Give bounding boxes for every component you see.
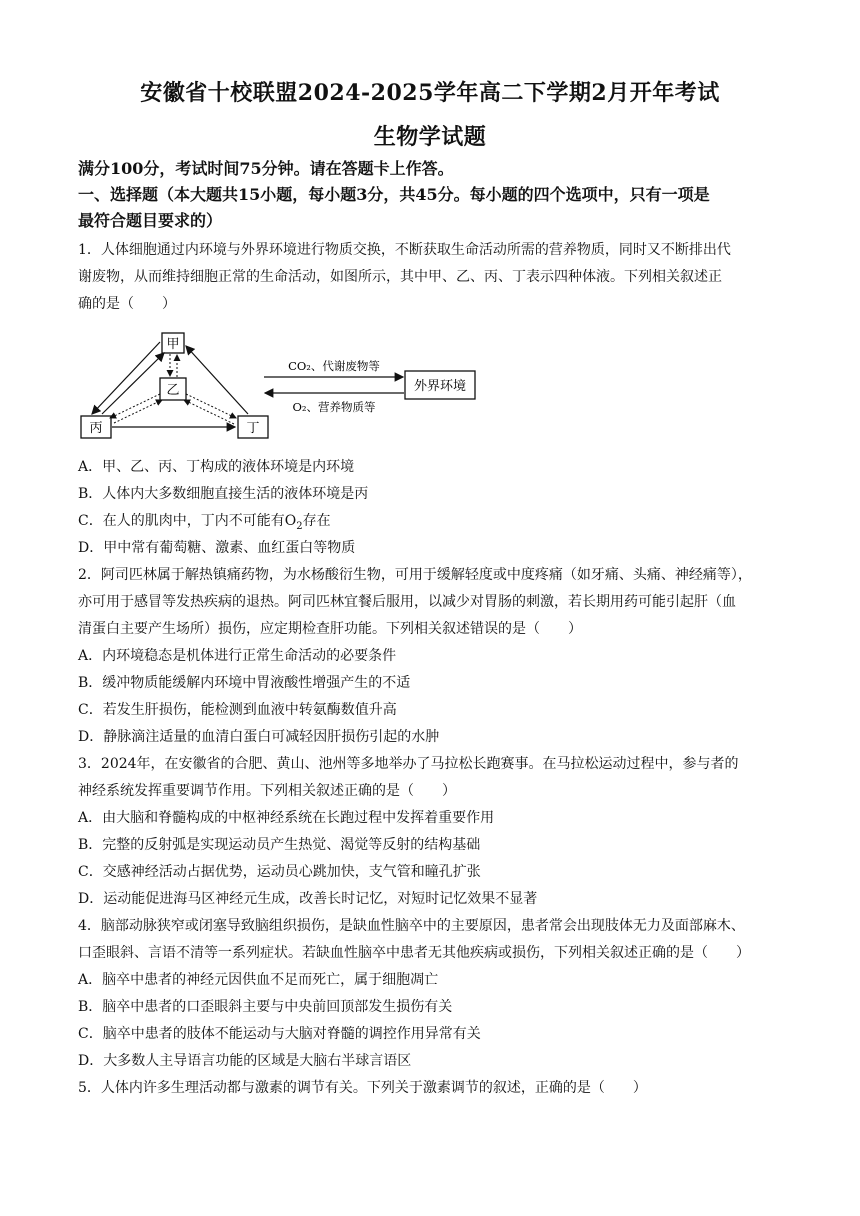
q1-option-d: D．甲中常有葡萄糖、激素、血红蛋白等物质 <box>78 540 356 556</box>
label-bing: 丙 <box>89 421 103 436</box>
q1-option-b: B．人体内大多数细胞直接生活的液体环境是丙 <box>78 486 369 502</box>
label-external: 外界环境 <box>413 379 467 394</box>
q3-option-b: B．完整的反射弧是实现运动员产生热觉、渴觉等反射的结构基础 <box>78 837 481 853</box>
section-heading-line1: 一、选择题（本大题共15小题，每小题3分，共45分。每小题的四个选项中，只有一项是 <box>78 185 710 204</box>
q3-option-c: C．交感神经活动占据优势，运动员心跳加快，支气管和瞳孔扩张 <box>78 864 481 880</box>
q1-option-a: A．甲、乙、丙、丁构成的液体环境是内环境 <box>78 459 355 475</box>
label-jia: 甲 <box>166 337 180 352</box>
q1-stem-line3: 确的是（ ） <box>78 296 176 312</box>
q1-stem-line1: 1．人体细胞通过内环境与外界环境进行物质交换，不断获取生命活动所需的营养物质，同时又不断排出代 <box>78 242 731 258</box>
exam-instructions: 满分100分，考试时间75分钟。请在答题卡上作答。 <box>78 159 454 178</box>
q2-option-d: D．静脉滴注适量的血清白蛋白可减轻因肝损伤引起的水肿 <box>78 729 440 745</box>
q4-option-d: D．大多数人主导语言功能的区域是大脑右半球言语区 <box>78 1053 412 1069</box>
q4-option-a: A．脑卒中患者的神经元因供血不足而死亡，属于细胞凋亡 <box>78 972 439 988</box>
q3-stem-line2: 神经系统发挥重要调节作用。下列相关叙述正确的是（ ） <box>78 783 456 799</box>
label-o2-nutrients: O₂、营养物质等 <box>292 400 376 414</box>
q4-stem-line1: 4．脑部动脉狭窄或闭塞导致脑组织损伤，是缺血性脑卒中的主要原因，患者常会出现肢体无力及面部麻木、 <box>78 918 745 934</box>
q2-stem-line1: 2．阿司匹林属于解热镇痛药物，为水杨酸衍生物，可用于缓解轻度或中度疼痛（如牙痛、头痛、神经痛等）， <box>78 567 752 583</box>
q2-stem-line3: 清蛋白主要产生场所）损伤，应定期检查肝功能。下列相关叙述错误的是（ ） <box>78 621 582 637</box>
section-heading-line2: 最符合题目要求的） <box>78 211 223 230</box>
q4-option-c: C．脑卒中患者的肢体不能运动与大脑对脊髓的调控作用异常有关 <box>78 1026 481 1042</box>
q4-option-b: B．脑卒中患者的口歪眼斜主要与中央前回顶部发生损伤有关 <box>78 999 453 1015</box>
q1-option-c: C．在人的肌肉中，丁内不可能有$O_2$存在 <box>78 513 331 532</box>
q5-stem-line1: 5．人体内许多生理活动都与激素的调节有关。下列关于激素调节的叙述，正确的是（ ） <box>78 1080 647 1096</box>
exam-subject: 生物学试题 <box>373 124 487 150</box>
q3-stem-line1: 3．2024年，在安徽省的合肥、黄山、池州等多地举办了马拉松长跑赛事。在马拉松运动过程中，参与者的 <box>78 756 739 772</box>
q1-stem-line2: 谢废物，从而维持细胞正常的生命活动，如图所示，其中甲、乙、丙、丁表示四种体液。下列相关叙述正 <box>78 269 722 285</box>
label-ding: 丁 <box>246 421 260 436</box>
q2-option-b: B．缓冲物质能缓解内环境中胃液酸性增强产生的不适 <box>78 675 411 691</box>
q3-option-a: A．由大脑和脊髓构成的中枢神经系统在长跑过程中发挥着重要作用 <box>78 810 495 826</box>
q2-stem-line2: 亦可用于感冒等发热疾病的退热。阿司匹林宜餐后服用，以减少对胃肠的刺激，若长期用药可能引起肝（血 <box>78 594 736 610</box>
q4-stem-line2: 口歪眼斜、言语不清等一系列症状。若缺血性脑卒中患者无其他疾病或损伤，下列相关叙述正确的是（ ） <box>78 945 750 961</box>
q2-option-c: C．若发生肝损伤，能检测到血液中转氨酶数值升高 <box>78 702 397 718</box>
q2-option-a: A．内环境稳态是机体进行正常生命活动的必要条件 <box>78 648 397 664</box>
label-yi: 乙 <box>166 383 180 398</box>
body-fluid-diagram <box>78 328 508 446</box>
q3-option-d: D．运动能促进海马区神经元生成，改善长时记忆，对短时记忆效果不显著 <box>78 891 538 907</box>
label-co2-waste: CO₂、代谢废物等 <box>288 359 380 373</box>
exam-title: 安徽省十校联盟2024-2025学年高二下学期2月开年考试 <box>140 80 720 106</box>
